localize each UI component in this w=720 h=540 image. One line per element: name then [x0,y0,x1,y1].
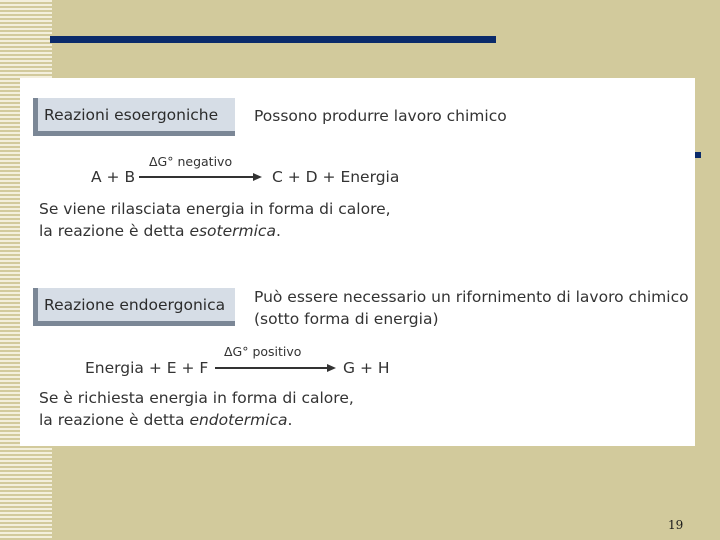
exergonic-term: esotermica [189,222,276,240]
endergonic-header-label: Reazione endoergonica [44,295,226,314]
exergonic-arrow-label: ΔG° negativo [149,154,233,169]
endergonic-para-line2 [39,409,354,431]
endergonic-header [33,288,235,326]
exergonic-note: Possono produrre lavoro chimico [254,107,507,125]
exergonic-products: C + D + Energia [272,168,400,186]
endergonic-reactants: Energia + E + F [85,359,209,377]
endergonic-paragraph [39,387,354,431]
exergonic-paragraph [39,198,391,242]
endergonic-arrow-line [215,367,329,369]
bullet-square [695,152,701,158]
endergonic-arrow-head [327,364,336,372]
endergonic-arrow-label: ΔG° positivo [224,344,302,359]
exergonic-arrow-line [139,176,255,178]
exergonic-para-line1: Se viene rilasciata energia in forma di calore, [39,200,391,218]
endergonic-note [254,286,689,330]
title-accent-bar [50,36,496,43]
endergonic-para-line2-text: la reazione è detta [39,411,190,429]
endergonic-term: endotermica [189,411,288,429]
endergonic-note-line1: Può essere necessario un rifornimento di lavoro chimico [254,288,689,306]
endergonic-products: G + H [343,359,390,377]
page-number: 19 [668,518,684,532]
endergonic-para-line2-end: . [287,411,293,429]
exergonic-para-line2-text: la reazione è detta [39,222,190,240]
content-image-panel [20,78,695,446]
exergonic-para-line2 [39,220,391,242]
exergonic-arrow-head [253,173,262,181]
exergonic-para-line2-end: . [275,222,281,240]
endergonic-para-line1: Se è richiesta energia in forma di calore, [39,389,354,407]
exergonic-header-label: Reazioni esoergoniche [44,105,219,124]
exergonic-header [33,98,235,136]
exergonic-reactants: A + B [91,168,136,186]
endergonic-note-line2: (sotto forma di energia) [254,310,439,328]
